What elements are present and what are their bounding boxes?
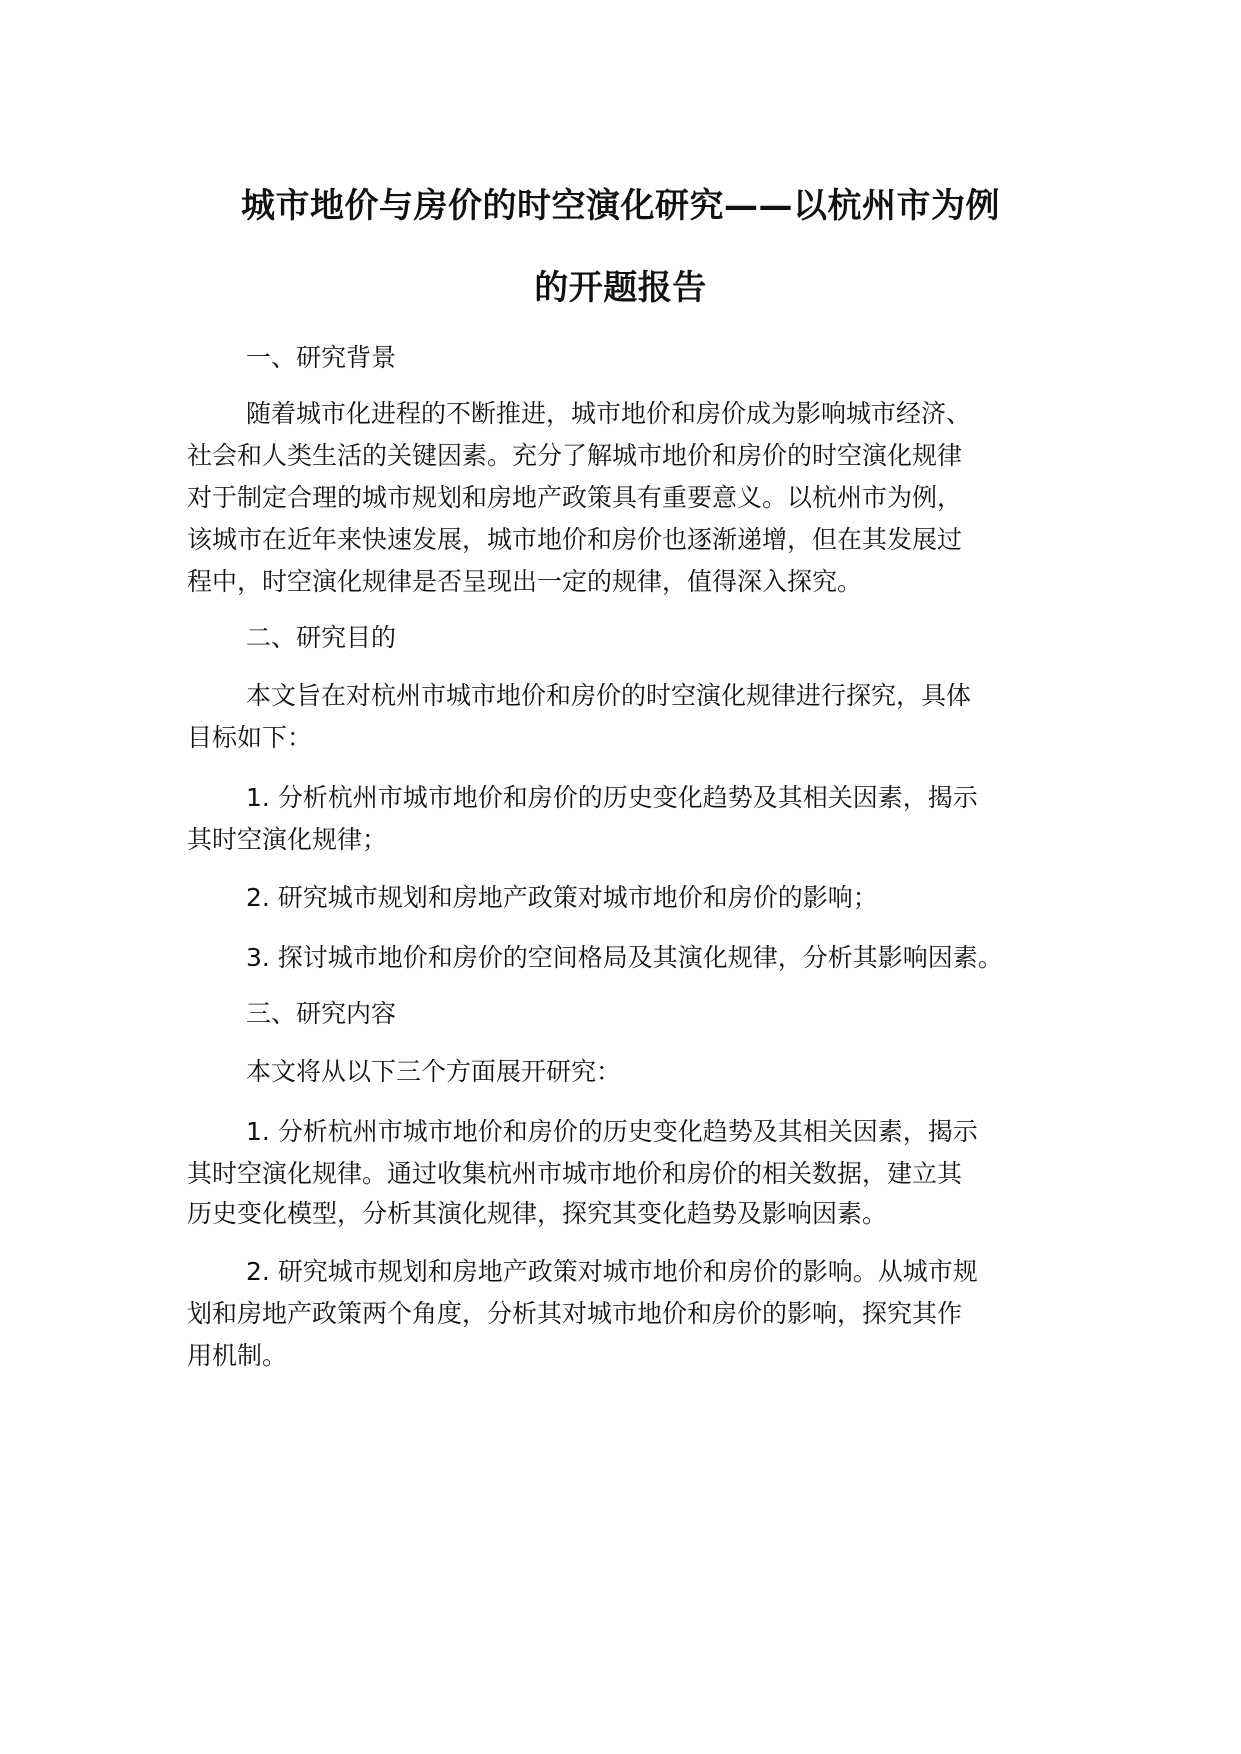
paragraph-line: 随着城市化进程的不断推进，城市地价和房价成为影响城市经济、 [246,399,972,428]
list-item-line: 其时空演化规律； [187,825,388,854]
section-heading-background: 一、研究背景 [246,343,397,372]
document-title-line-2: 的开题报告 [534,268,707,308]
list-item-line: 3. 探讨城市地价和房价的空间格局及其演化规律，分析其影响因素。 [246,943,1003,972]
list-item-line: 用机制。 [187,1341,288,1370]
paragraph-line: 本文旨在对杭州市城市地价和房价的时空演化规律进行探究，具体 [246,681,972,710]
paragraph-line: 社会和人类生活的关键因素。充分了解城市地价和房价的时空演化规律 [187,441,963,470]
paragraph-line: 对于制定合理的城市规划和房地产政策具有重要意义。以杭州市为例， [187,483,963,512]
list-item-line: 2. 研究城市规划和房地产政策对城市地价和房价的影响。从城市规 [246,1257,978,1286]
paragraph-line: 程中，时空演化规律是否呈现出一定的规律，值得深入探究。 [187,567,863,596]
paragraph-line: 该城市在近年来快速发展，城市地价和房价也逐渐递增，但在其发展过 [187,525,963,554]
list-item-line: 2. 研究城市规划和房地产政策对城市地价和房价的影响； [246,883,878,912]
section-heading-purpose: 二、研究目的 [246,623,397,652]
list-item-line: 划和房地产政策两个角度，分析其对城市地价和房价的影响，探究其作 [187,1299,963,1328]
section-heading-content: 三、研究内容 [246,999,397,1028]
list-item-line: 1. 分析杭州市城市地价和房价的历史变化趋势及其相关因素，揭示 [246,783,978,812]
paragraph-line: 本文将从以下三个方面展开研究： [246,1057,622,1086]
document-title-line-1: 城市地价与房价的时空演化研究——以杭州市为例 [241,186,1000,226]
list-item-line: 历史变化模型，分析其演化规律，探究其变化趋势及影响因素。 [187,1199,888,1228]
list-item-line: 其时空演化规律。通过收集杭州市城市地价和房价的相关数据，建立其 [187,1159,963,1188]
paragraph-line: 目标如下： [187,723,313,752]
list-item-line: 1. 分析杭州市城市地价和房价的历史变化趋势及其相关因素，揭示 [246,1117,978,1146]
